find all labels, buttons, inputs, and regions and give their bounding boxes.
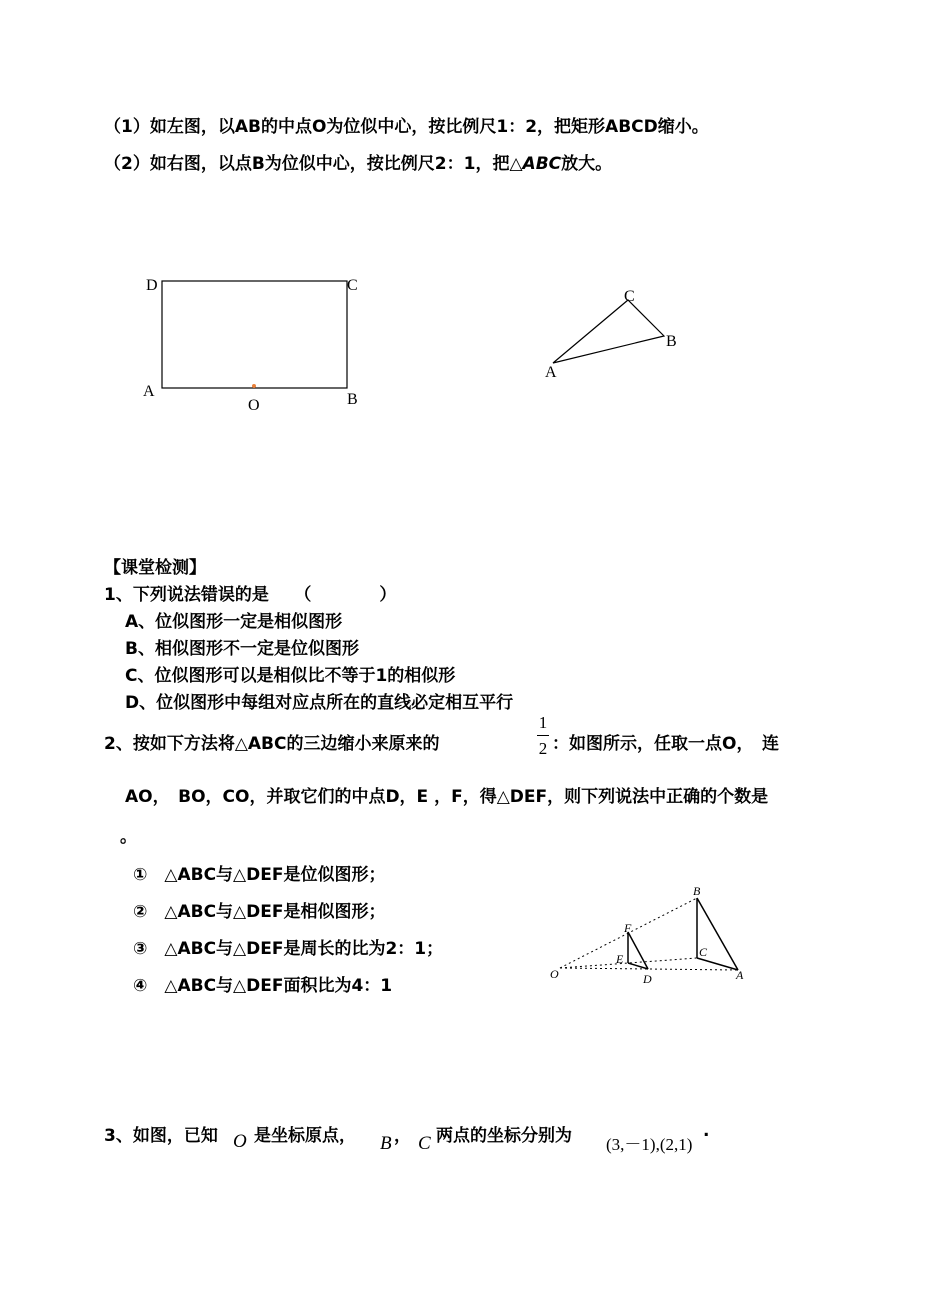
q3-c: C — [418, 1133, 431, 1154]
tri-label-a: A — [545, 364, 557, 381]
q2-item-4: ④ △ABC与△DEF面积比为4：1 — [133, 976, 393, 996]
q2-item-3: ③ △ABC与△DEF是周长的比为2：1； — [133, 939, 444, 959]
intro-line-2-pre: （2）如右图，以点B为位似中心，按比例尺2：1，把△ — [104, 154, 523, 174]
q1-option-c: C、位似图形可以是相似比不等于1的相似形 — [125, 666, 456, 686]
q2-stem-pre: 2、按如下方法将△ABC的三边缩小来原来的 — [104, 734, 440, 754]
q3-mid2: 两点的坐标分别为 — [436, 1126, 572, 1146]
q3-mid1: 是坐标原点， — [254, 1126, 356, 1146]
q1-option-a: A、位似图形一定是相似图形 — [125, 612, 343, 632]
fig-label-d: D — [643, 972, 652, 986]
q3-coords: (3,－1),(2,1) — [606, 1135, 693, 1154]
q2-item-1: ① △ABC与△DEF是位似图形； — [133, 865, 386, 885]
fig-label-f: F — [624, 921, 632, 935]
label-c: C — [347, 277, 358, 294]
tri-label-b: B — [666, 333, 677, 350]
q2-item-2: ② △ABC与△DEF是相似图形； — [133, 902, 386, 922]
q2-stem-post: ：如图所示，任取一点O， 连 — [552, 734, 779, 754]
q2-line-2: AO， BO，CO，并取它们的中点D，E ，F，得△DEF，则下列说法中正确的个数是 — [125, 787, 769, 807]
q3-o: O — [233, 1131, 247, 1152]
section-title: 【课堂检测】 — [104, 558, 206, 578]
q3-end: . — [703, 1121, 710, 1141]
q2-line-3: 。 — [120, 827, 137, 847]
label-a: A — [143, 383, 155, 400]
q2-frac-num: 1 — [538, 713, 548, 732]
q1-option-d: D、位似图形中每组对应点所在的直线必定相互平行 — [125, 693, 514, 713]
label-d: D — [146, 277, 158, 294]
intro-line-1: （1）如左图，以AB的中点O为位似中心，按比例尺1：2，把矩形ABCD缩小。 — [104, 117, 709, 137]
intro-line-2-abc: ABC — [522, 154, 562, 174]
q3-comma: ， — [394, 1126, 411, 1146]
fig-label-e: E — [616, 952, 624, 966]
q1-stem: 1、下列说法错误的是 （ ） — [104, 585, 397, 605]
intro-line-2-post: 放大。 — [561, 154, 613, 174]
tri-label-c: C — [624, 288, 635, 305]
q3-pre: 3、如图，已知 — [104, 1126, 218, 1146]
q3-b: B — [380, 1133, 392, 1154]
q2-frac-den: 2 — [538, 739, 548, 758]
q1-option-b: B、相似图形不一定是位似图形 — [125, 639, 359, 659]
label-b: B — [347, 391, 358, 408]
fig-label-a: A — [736, 968, 744, 982]
label-o: O — [248, 397, 260, 414]
fig-label-c: C — [699, 945, 708, 959]
fig-label-b: B — [693, 884, 701, 898]
ray-oa — [560, 968, 738, 970]
fig-label-o: O — [550, 967, 559, 981]
